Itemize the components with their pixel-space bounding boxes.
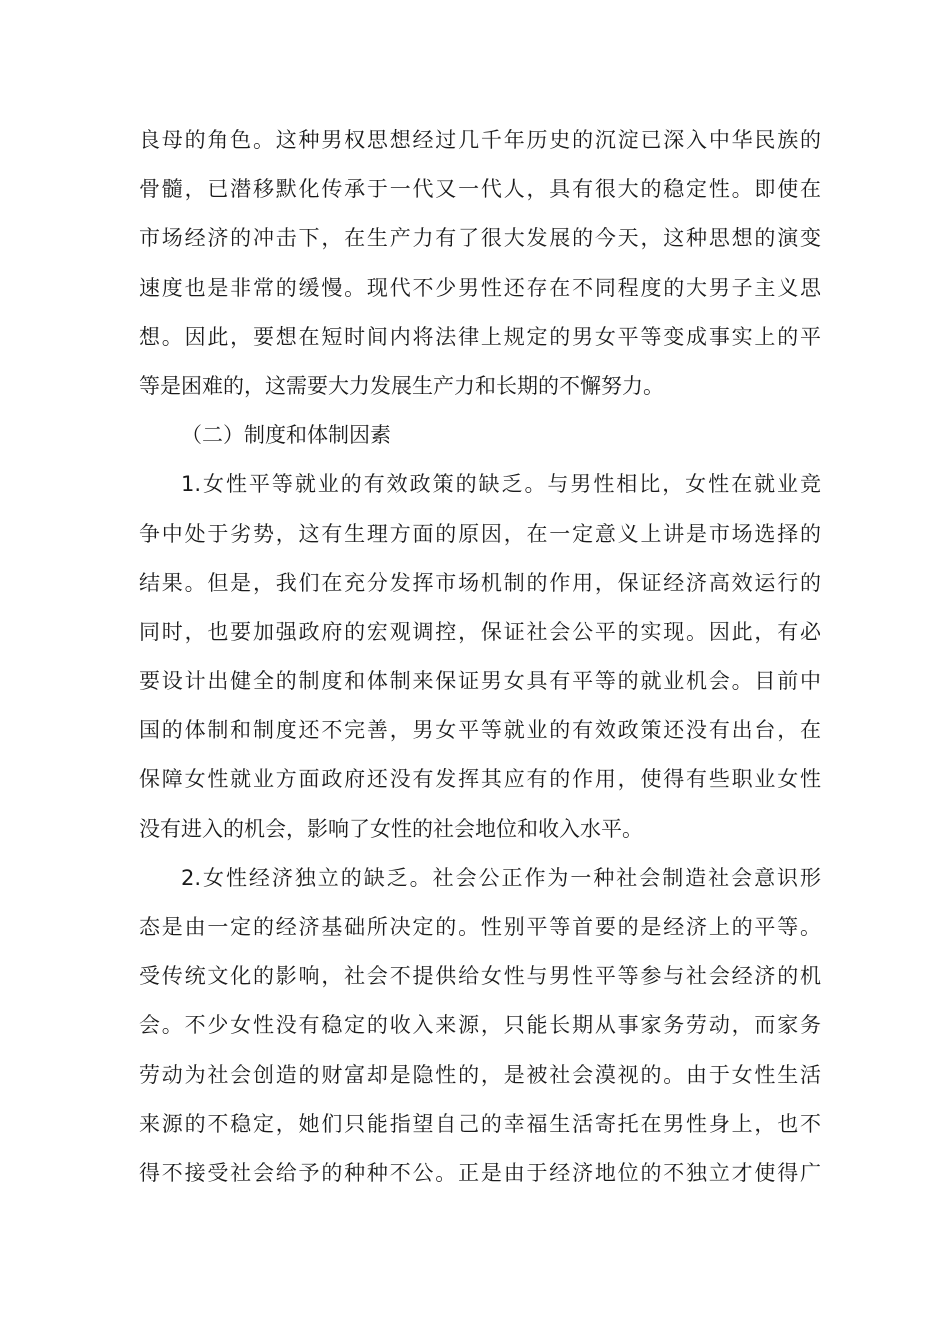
text-line: 良母的角色。这种男权思想经过几千年历史的沉淀已深入中华民族的 [139,128,821,152]
text-line: 来源的不稳定，她们只能指望自己的幸福生活寄托在男性身上，也不 [139,1111,821,1136]
text-line: 1.女性平等就业的有效政策的缺乏。与男性相比，女性在就业竞 [181,472,821,497]
text-line: 没有进入的机会，影响了女性的社会地位和收入水平。 [139,816,643,841]
text-line: 要设计出健全的制度和体制来保证男女具有平等的就业机会。目前中 [139,669,821,694]
text-line: 争中处于劣势，这有生理方面的原因，在一定意义上讲是市场选择的 [139,521,821,546]
section-heading: （二）制度和体制因素 [181,423,391,448]
text-line: 得不接受社会给予的种种不公。正是由于经济地位的不独立才使得广 [139,1160,821,1185]
text-line: 市场经济的冲击下，在生产力有了很大发展的今天，这种思想的演变 [139,226,821,251]
text-line: 结果。但是，我们在充分发挥市场机制的作用，保证经济高效运行的 [139,570,821,595]
text-line: 想。因此，要想在短时间内将法律上规定的男女平等变成事实上的平 [139,324,821,349]
text-line: 骨髓，已潜移默化传承于一代又一代人，具有很大的稳定性。即使在 [139,177,821,202]
text-line: 速度也是非常的缓慢。现代不少男性还存在不同程度的大男子主义思 [139,275,821,300]
text-line: 劳动为社会创造的财富却是隐性的，是被社会漠视的。由于女性生活 [139,1062,821,1087]
text-line: 2.女性经济独立的缺乏。社会公正作为一种社会制造社会意识形 [181,865,821,890]
text-line: 同时，也要加强政府的宏观调控，保证社会公平的实现。因此，有必 [139,619,821,644]
text-line: 保障女性就业方面政府还没有发挥其应有的作用，使得有些职业女性 [139,767,821,792]
text-line: 受传统文化的影响，社会不提供给女性与男性平等参与社会经济的机 [139,964,821,989]
text-line: 国的体制和制度还不完善，男女平等就业的有效政策还没有出台，在 [139,718,821,743]
body-text [139,119,821,1201]
text-line: 态是由一定的经济基础所决定的。性别平等首要的是经济上的平等。 [139,915,821,939]
text-line: 会。不少女性没有稳定的收入来源，只能长期从事家务劳动，而家务 [139,1013,821,1038]
text-line: 等是困难的，这需要大力发展生产力和长期的不懈努力。 [139,373,664,398]
